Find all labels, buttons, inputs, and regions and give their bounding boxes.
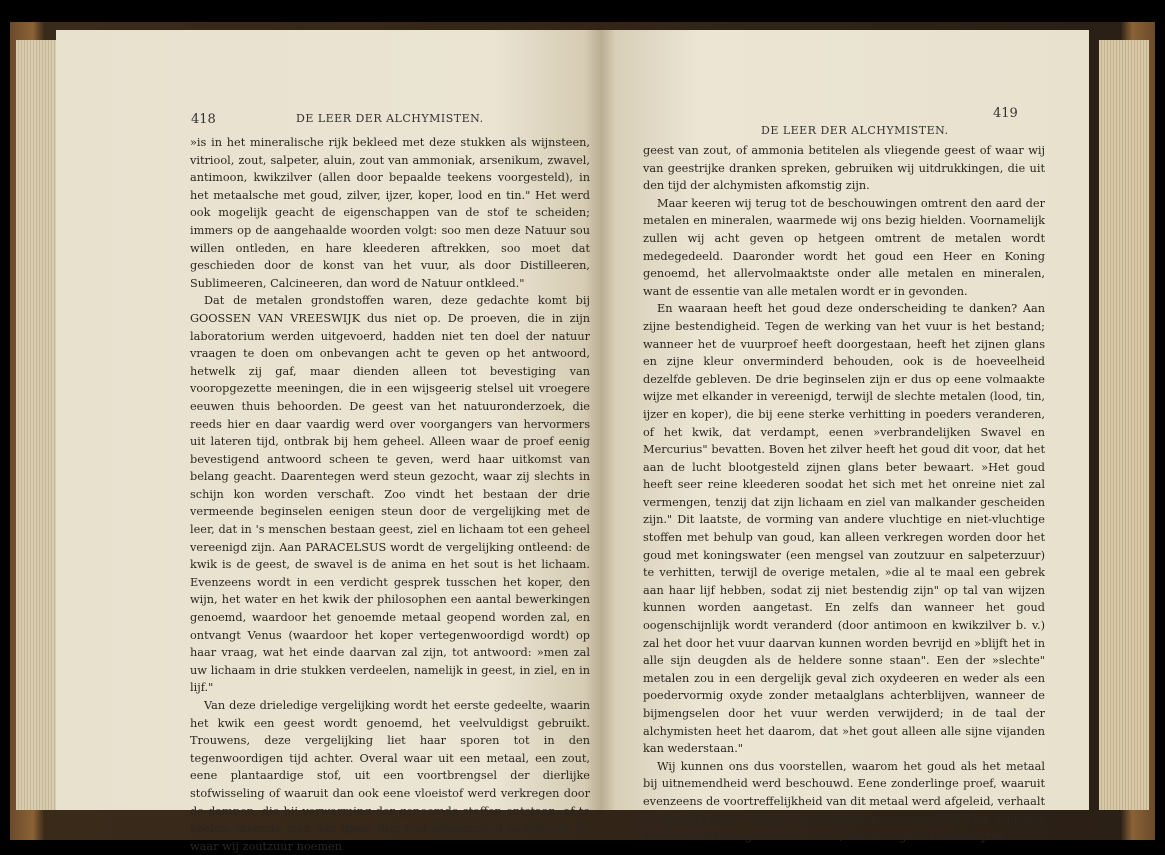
paragraph: En waaraan heeft het goud deze onderscheiding te danken? Aan zijne bestendigheid. Tegen de werking van het vuur is het bestand; wanneer het de vuurproef heeft doorgestaan, heeft het zijnen glans en zijne kleur onverminderd behouden, ook is de hoeveelheid dezelfde gebleven. De drie beginselen zijn er dus op eene volmaakte wijze met elkander in vereenigd, terwijl de slechte metalen (lood, tin, ijzer en koper), die bij eene sterke verhitting in poeders veranderen, of het kwik, dat verdampt, eenen »verbrandelijken Swavel en Mercurius" bevatten. Boven het zilver heeft het goud dit voor, dat het aan de lucht blootgesteld zijnen glans beter bewaart. »Het goud heeft seer reine kleederen soodat het sich met het onreine niet zal vermengen, tenzij dat zijn lichaam en ziel van malkander gescheiden zijn." Dit laatste, de vorming van andere vluchtige en niet-vluchtige stoffen met behulp van goud, kan alleen verkregen worden door het goud met koningswater (een mengsel van zoutzuur en salpeterzuur) te verhitten, terwijl de overige metalen, »die al te maal een gebrek aan haar lijf hebben, sodat zij niet bestendig zijn" op tal van wijzen kunnen worden aangetast. En zelfs dan wanneer het goud oogenschijnlijk wordt veranderd (door antimoon en kwikzilver b. v.) zal het door het vuur daarvan kunnen worden bevrijd en »blijft het in alle sijn deugden als de heldere sonne staan". Een der »slechte" metalen zou in een dergelijk geval zich oxydeeren en weder als een poedervormig oxyde zonder metaalglans achterblijven, wanneer de bijmengselen door het vuur werden verwijderd; in de taal der alchymisten heet het daarom, dat »het gout alleen alle sijne vijanden kan wederstaan." xyxy=(643,302,1045,756)
paragraph: Van deze drieledige vergelijking wordt het eerste gedeelte, waarin het kwik een geest wordt genoemd, het veelvuldigst gebruikt. Trouwens, deze vergelijking liet haar sporen tot in den tegenwoordigen tijd achter. Overal waar uit een metaal, een zout, eene plantaardige stof, uit een voortbrengsel der dierlijke stofwisseling of waaruit dan ook eene vloeistof werd verkregen door de dampen, die bij verwarming der genoemde stoffen ontstaan, af te koelen, meende men den geest dier stof afgezonderd te hebben. En waar wij zoutzuur noemen xyxy=(190,699,590,853)
body-text-right xyxy=(643,142,1045,846)
paragraph: Wij kunnen ons dus voorstellen, waarom het goud als het metaal bij uitnemendheid werd beschouwd. Eene zonderlinge proef, waaruit evenzeens de voortreffelijkheid van dit metaal werd afgeleid, verhaalt de Gaude Leeuw of den Asijn der Wijsen op bladz. 190. Den schrijver komt in Indië het gerucht ter oore, dat de vogel struis het ijzer xyxy=(643,759,1045,844)
paragraph: Maar keeren wij terug tot de beschouwingen omtrent den aard der metalen en mineralen, waarmede wij ons bezig hielden. Voornamelijk zullen wij acht geven op hetgeen omtrent de metalen wordt medegedeeld. Daaronder wordt het goud een Heer en Koning genoemd, het allervolmaaktste onder alle metalen en mineralen, want de essentie van alle metalen wordt er in gevonden. xyxy=(643,196,1045,298)
page-edges-right xyxy=(1099,40,1149,810)
body-text-left xyxy=(190,134,590,855)
right-page xyxy=(601,30,1089,844)
paragraph: geest van zout, of ammonia betitelen als vliegende geest of waar wij van geestrijke dranken spreken, gebruiken wij uitdrukkingen, die uit den tijd der alchymisten afkomstig zijn. xyxy=(643,144,1045,193)
page-edges-left xyxy=(16,40,56,810)
page-number-right: 419 xyxy=(993,106,1018,121)
paragraph: Dat de metalen grondstoffen waren, deze gedachte komt bij GOOSSEN VAN VREESWIJK dus niet op. De proeven, die in zijn laboratorium werden uitgevoerd, hadden niet ten doel der natuur vraagen te doen om onbevangen acht te geven op het antwoord, hetwelk zij gaf, maar dienden alleen tot bevestiging van vooropgezette meeningen, die in een wijsgeerig stelsel uit vroegere eeuwen thuis behoorden. De geest van het natuuronderzoek, die reeds hier en daar vaardig werd over voorgangers van hervormers uit lateren tijd, ontbrak bij hem geheel. Alleen waar de proef eenig bevestigend antwoord scheen te geven, werd haar uitkomst van belang geacht. Daarentegen werd steun gezocht, waar zij slechts in schijn kon worden verschaft. Zoo vindt het bestaan der drie vermeende beginselen eenigen steun door de vergelijking met de leer, dat in 's menschen bestaan geest, ziel en lichaam tot een geheel vereenigd zijn. Aan PARACELSUS wordt de vergelijking ontleend: de kwik is de geest, de swavel is de anima en het sout is het lichaam. Evenzeens wordt in een verdicht gesprek tusschen het koper, den wijn, het water en het kwik der philosophen een aantal bewerkingen genoemd, waardoor het genoemde metaal geopend worden zal, en ontvangt Venus (waardoor het koper vertegenwoordigd wordt) op haar vraag, wat het einde daarvan zal zijn, tot antwoord: »men zal uw lichaam in drie stukken verdeelen, namelijk in geest, in ziel, en in lijf." xyxy=(190,294,590,695)
left-page xyxy=(56,30,601,853)
paragraph: »is in het mineralische rijk bekleed met deze stukken als wijnsteen, vitriool, zout, salpeter, aluin, zout van ammoniak, arsenikum, zwavel, antimoon, kwikzilver (allen door bepaalde teekens voorgesteld), in het metaalsche met goud, zilver, ijzer, koper, lood en tin." Het werd ook mogelijk geacht de eigenschappen van de stof te scheiden; immers op de aangehaalde woorden volgt: soo men deze Natuur sou willen ontleden, en hare kleederen aftrekken, soo moet dat geschieden door de konst van het vuur, als door Distilleeren, Sublimeeren, Calcineeren, dan word de Natuur ontkleed." xyxy=(190,136,590,290)
running-header-right: DE LEER DER ALCHYMISTEN. xyxy=(761,124,949,137)
running-header-left: DE LEER DER ALCHYMISTEN. xyxy=(296,112,484,125)
page-number-left: 418 xyxy=(191,112,216,127)
